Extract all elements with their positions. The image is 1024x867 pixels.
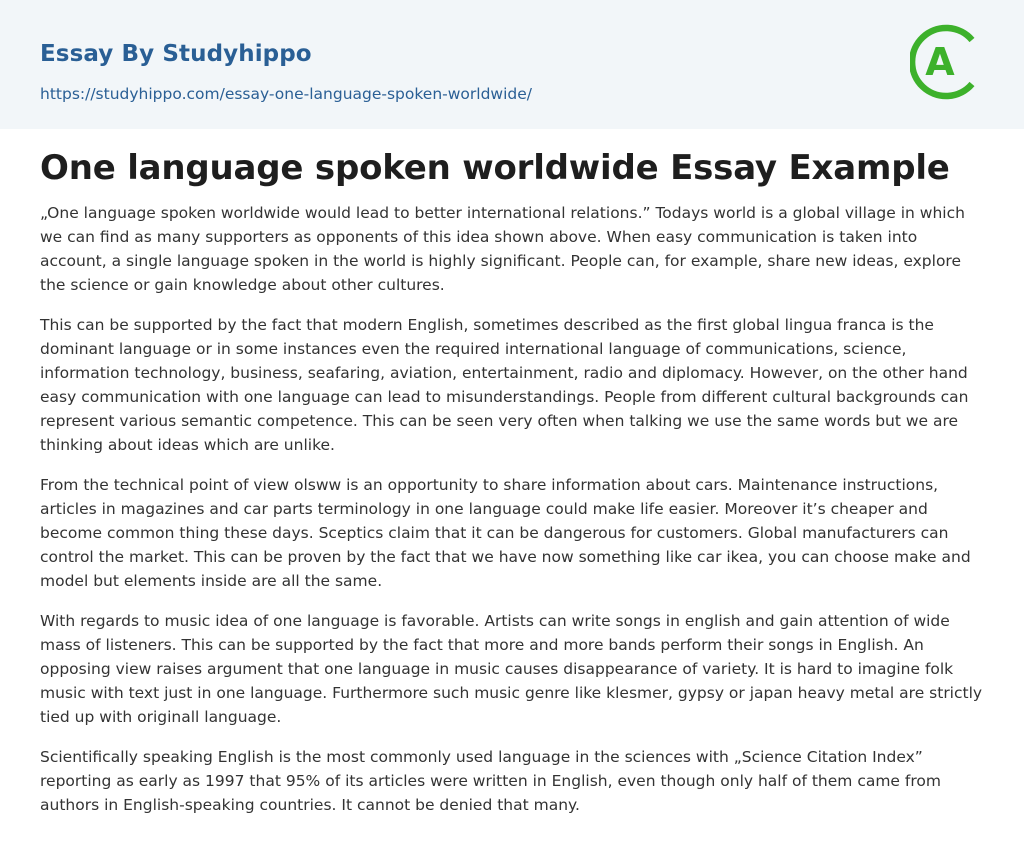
article-paragraph: This can be supported by the fact that modern English, sometimes described as the first global lingua franca is the dominant language or in some instances even the required international language of communications, science, information technology, business, seafaring, aviation, entertainment, radio and diplomacy. However, on the other hand easy communication with one language can lead to misunderstandings. People from different cultural backgrounds can represent various semantic competence. This can be seen very often when talking we use the same words but we are thinking about ideas which are unlike. <box>40 316 969 454</box>
site-brand[interactable]: Essay By Studyhippo <box>40 41 312 67</box>
article-paragraph: From the technical point of view olsww is an opportunity to share information about cars. Maintenance instructions, articles in magazines and car parts terminology in one language could make life easier. Moreover it’s cheaper and become common thing these days. Sceptics claim that it can be dangerous for customers. Global manufacturers can control the market. This can be proven by the fact that we have now something like car ikea, you can choose make and model but elements inside are all the same. <box>40 476 971 590</box>
article <box>40 143 984 833</box>
site-header <box>0 0 1024 129</box>
article-title: One language spoken worldwide Essay Example <box>40 148 950 188</box>
page-url-link[interactable]: https://studyhippo.com/essay-one-language-spoken-worldwide/ <box>40 85 533 103</box>
studyhippo-logo-icon[interactable] <box>910 18 986 106</box>
article-paragraph: „One language spoken worldwide would lead to better international relations.” Todays world is a global village in which we can find as many supporters as opponents of this idea shown above. When easy communication is taken into account, a single language spoken in the world is highly significant. People can, for example, share new ideas, explore the science or gain knowledge about other cultures. <box>40 204 965 294</box>
logo-letter: A <box>925 40 955 84</box>
article-paragraph: With regards to music idea of one language is favorable. Artists can write songs in english and gain attention of wide mass of listeners. This can be supported by the fact that more and more bands perform their songs in English. An opposing view raises argument that one language in music causes disappearance of variety. It is hard to imagine folk music with text just in one language. Furthermore such music genre like klesmer, gypsy or japan heavy metal are strictly tied up with originall language. <box>40 612 983 726</box>
article-paragraph: Scientifically speaking English is the most commonly used language in the sciences with „Science Citation Index” reporting as early as 1997 that 95% of its articles were written in English, even though only half of them came from authors in English-speaking countries. It cannot be denied that many. <box>40 748 941 814</box>
